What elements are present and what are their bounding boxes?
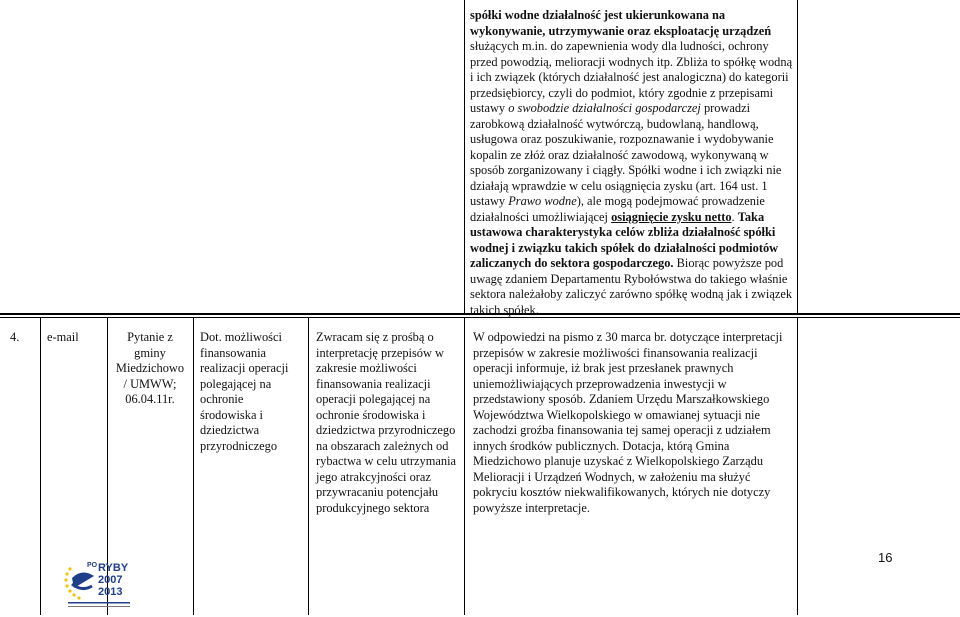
eu-fish-logo-icon: [60, 558, 135, 612]
row-subject: Dot. możliwości finansowania realizacji operacji polegającej na ochronie środowiska i dziedzictwa przyrodniczego: [200, 330, 289, 453]
logo-ryby: RYBY: [98, 562, 129, 574]
paragraph-part-1: służących m.in. do zapewnienia wody dla ludności, ochrony przed powodzią, melioracji wodnych itp. Zbliża to spółkę wodną i ich związek (których działalność jest analogiczna) do kategorii przedsiębiorcy, czyli do podmiot, który zgodnie z przepisami ustawy: [470, 39, 793, 115]
table-top-border: [464, 0, 465, 314]
row-number: 4.: [10, 330, 20, 344]
col-line-1: [40, 318, 41, 615]
col-line-6: [797, 318, 798, 615]
logo-po: PO: [87, 562, 98, 569]
bold-profit: osiągnięcie zysku netto: [611, 209, 732, 224]
row-sender: Pytanie z gminy Miedzichowo / UMWW; 06.04.11r.: [115, 330, 185, 406]
col-line-4: [308, 318, 309, 615]
col-line-3: [193, 318, 194, 615]
row-question: Zwracam się z prośbą o interpretację przepisów w zakresie możliwości finansowania realizacji operacji polegającej na ochronie środowiska i dziedzictwa przyrodniczego na obszarach zależnych od rybactwa w celu utrzymania jego atrakcyjności oraz przywracaniu potencjału produkcyjnego sektora: [316, 330, 457, 515]
paragraph-part-4: .: [731, 209, 738, 224]
paragraph-part-5: Biorąc powyższe pod uwagę zdaniem Departamentu Rybołówstwa do takiego właśnie sektora należałoby zaliczyć zarówno spółkę wodną jak i związek takich spółek.: [470, 256, 793, 317]
logo-year-2007: 2007: [98, 574, 123, 586]
top-cell-text: [470, 8, 796, 318]
row-answer: W odpowiedzi na pismo z 30 marca br. dotyczące interpretacji przepisów w zakresie możliwości finansowania realizacji operacji informuje, iż brak jest przesłanek prawnych uniemożliwiających przeprowadzenia inwestycji w przedstawiony sposób. Zdaniem Urzędu Marszałkowskiego Województwa Wielkopolskiego w omawianej sytuacji nie zachodzi groźba finansowania tej samej operacji z udziałem innych środków publicznych. Dotacja, którą Gmina Miedzichowo planuje uzyskać z Wielkopolskiego Zarządu Melioracji i Urządzeń Wodnych, w założeniu ma służyć pokryciu kosztów niekwalifikowanych, których nie dotyczy powyższe interpretacje.: [473, 330, 783, 515]
paragraph-part-2: prowadzi zarobkową działalność wytwórczą, budowlaną, handlową, usługowa oraz poszukiwanie, rozpoznawanie i wydobywanie kopalin ze złóż oraz działalność zawodową, wykonywaną w sposób zorganizowany i ciągły. Spółki wodne i ich związki nie działają wprawdzie w celu osiągnięcia zysku (art. 164 ust. 1 ustawy: [470, 101, 782, 208]
col-line-5: [464, 318, 465, 615]
paragraph-part-3: ), ale mogą podejmować prowadzenie działalności umożliwiającej: [470, 194, 765, 224]
row-type: e-mail: [47, 330, 79, 344]
bold-conclusion: Taka ustawowa charakterystyka celów zbliża działalność spółki wodnej i związku takich spółek do działalności podmiotów zaliczanych do sektora gospodarczego.: [470, 209, 779, 270]
italic-law-name: o swobodzie działalności gospodarczej: [508, 101, 701, 115]
logo-year-2013: 2013: [98, 586, 123, 598]
table-top-border-right: [797, 0, 798, 314]
italic-water-law: Prawo wodne: [508, 194, 577, 208]
page-number: 16: [878, 550, 893, 565]
bold-intro: spółki wodne działalność jest ukierunkowana na wykonywanie, utrzymywanie oraz eksploatację urządzeń: [470, 8, 772, 38]
